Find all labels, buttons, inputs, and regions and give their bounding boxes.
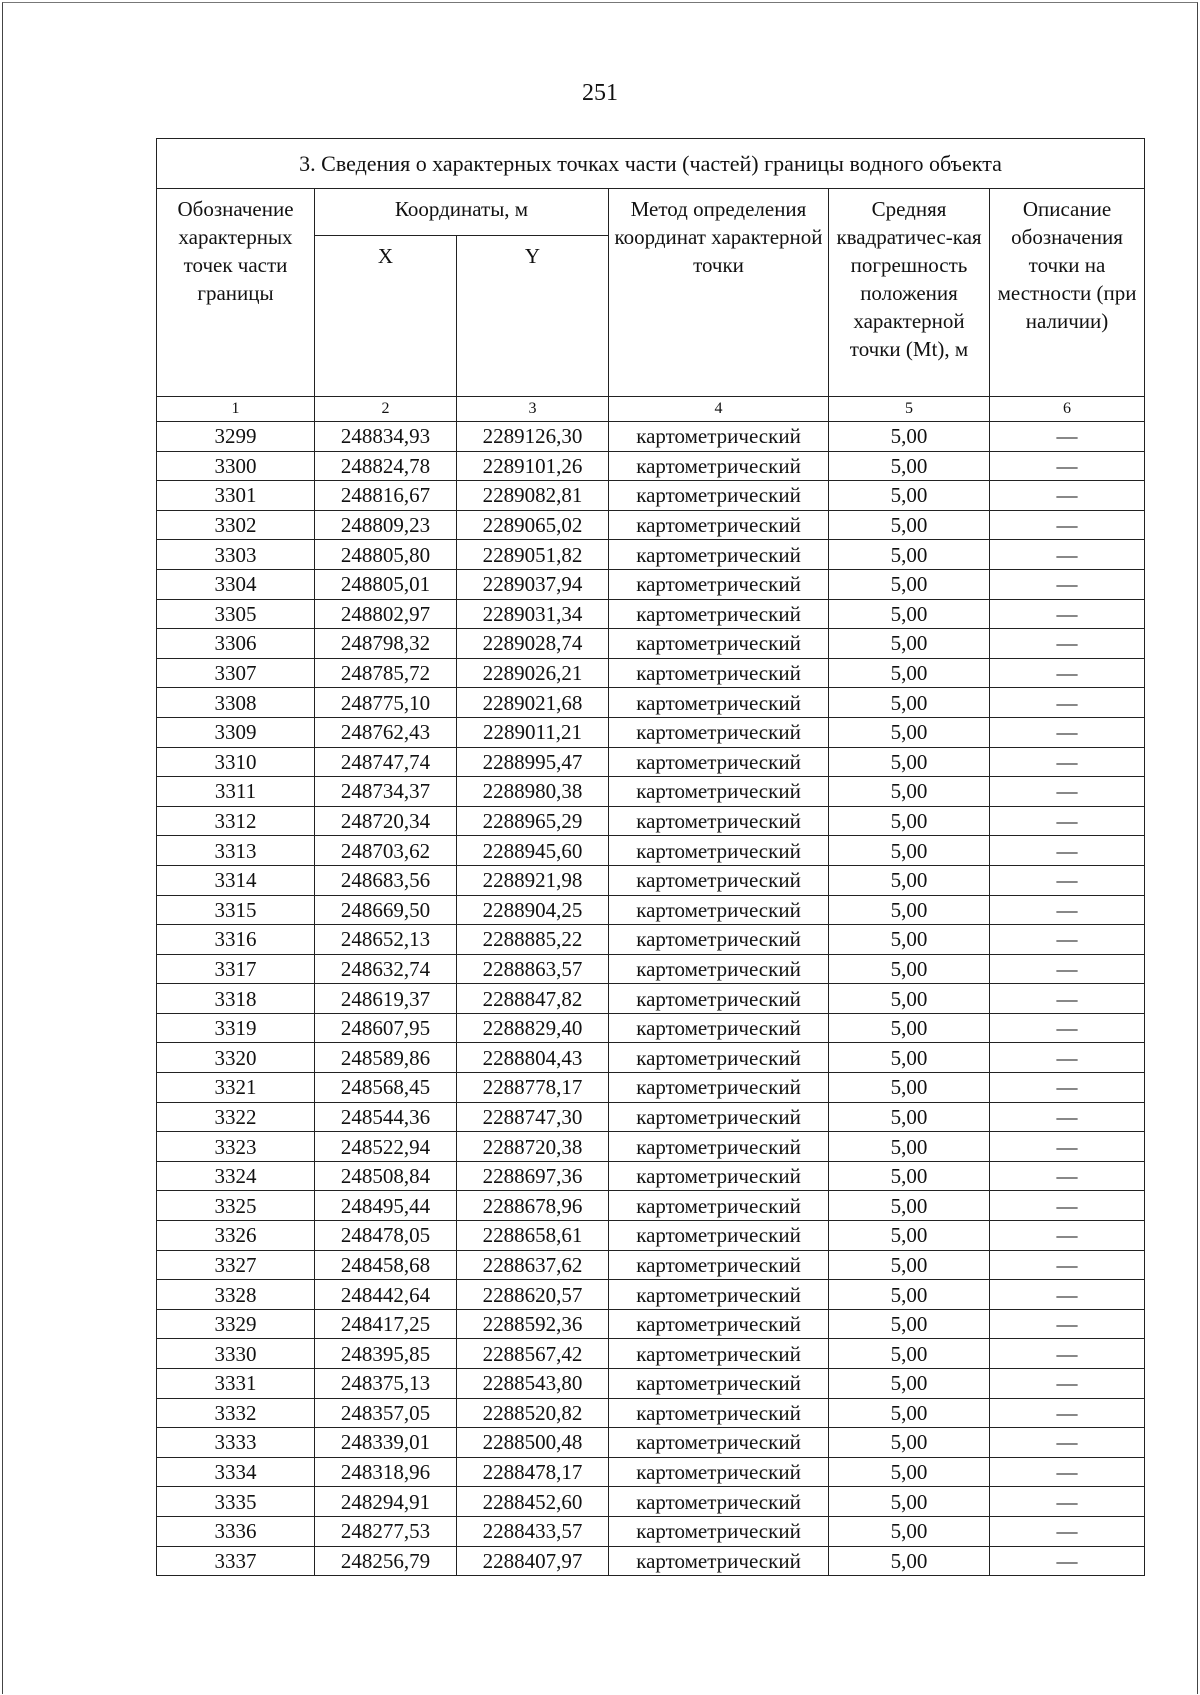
cell-point-id: 3335 — [157, 1487, 315, 1517]
cell-x: 248619,37 — [315, 984, 457, 1014]
cell-method: картометрический — [609, 1161, 829, 1191]
cell-method: картометрический — [609, 806, 829, 836]
cell-y: 2288747,30 — [457, 1102, 609, 1132]
cell-x: 248294,91 — [315, 1487, 457, 1517]
cell-accuracy: 5,00 — [829, 717, 990, 747]
cell-accuracy: 5,00 — [829, 510, 990, 540]
cell-x: 248747,74 — [315, 747, 457, 777]
table-row — [157, 510, 1145, 540]
cell-point-id: 3332 — [157, 1398, 315, 1428]
cell-point-id: 3314 — [157, 865, 315, 895]
cell-accuracy: 5,00 — [829, 629, 990, 659]
cell-point-id: 3318 — [157, 984, 315, 1014]
cell-accuracy: 5,00 — [829, 658, 990, 688]
table-row — [157, 1398, 1145, 1428]
cell-x: 248495,44 — [315, 1191, 457, 1221]
cell-accuracy: 5,00 — [829, 1428, 990, 1458]
cell-method: картометрический — [609, 954, 829, 984]
table-row — [157, 1132, 1145, 1162]
table-row — [157, 1073, 1145, 1103]
cell-method: картометрический — [609, 569, 829, 599]
cell-y: 2288520,82 — [457, 1398, 609, 1428]
cell-y: 2288885,22 — [457, 925, 609, 955]
cell-description: — — [990, 1309, 1145, 1339]
cell-method: картометрический — [609, 510, 829, 540]
cell-x: 248339,01 — [315, 1428, 457, 1458]
cell-x: 248375,13 — [315, 1369, 457, 1399]
cell-accuracy: 5,00 — [829, 688, 990, 718]
cell-point-id: 3300 — [157, 451, 315, 481]
cell-y: 2289082,81 — [457, 481, 609, 511]
column-number: 5 — [829, 397, 990, 422]
cell-y: 2288407,97 — [457, 1546, 609, 1576]
cell-y: 2288847,82 — [457, 984, 609, 1014]
page-number: 251 — [582, 80, 618, 106]
cell-point-id: 3312 — [157, 806, 315, 836]
cell-y: 2288637,62 — [457, 1250, 609, 1280]
cell-description: — — [990, 540, 1145, 570]
cell-point-id: 3301 — [157, 481, 315, 511]
cell-description: — — [990, 510, 1145, 540]
cell-x: 248785,72 — [315, 658, 457, 688]
cell-x: 248703,62 — [315, 836, 457, 866]
cell-point-id: 3322 — [157, 1102, 315, 1132]
cell-method: картометрический — [609, 1516, 829, 1546]
header-description: Описание обозначения точки на местности (при наличии) — [990, 189, 1145, 397]
cell-accuracy: 5,00 — [829, 1309, 990, 1339]
cell-y: 2289101,26 — [457, 451, 609, 481]
table-row — [157, 747, 1145, 777]
cell-x: 248734,37 — [315, 777, 457, 807]
cell-point-id: 3310 — [157, 747, 315, 777]
table-title: 3. Сведения о характерных точках части (частей) границы водного объекта — [157, 139, 1145, 189]
cell-y: 2288697,36 — [457, 1161, 609, 1191]
cell-accuracy: 5,00 — [829, 984, 990, 1014]
table-row — [157, 1280, 1145, 1310]
cell-accuracy: 5,00 — [829, 865, 990, 895]
cell-description: — — [990, 1161, 1145, 1191]
cell-x: 248395,85 — [315, 1339, 457, 1369]
cell-accuracy: 5,00 — [829, 747, 990, 777]
cell-description: — — [990, 1457, 1145, 1487]
cell-x: 248824,78 — [315, 451, 457, 481]
cell-x: 248805,01 — [315, 569, 457, 599]
cell-description: — — [990, 925, 1145, 955]
cell-point-id: 3326 — [157, 1221, 315, 1251]
cell-x: 248816,67 — [315, 481, 457, 511]
header-x: X — [315, 236, 457, 397]
cell-x: 248568,45 — [315, 1073, 457, 1103]
cell-point-id: 3329 — [157, 1309, 315, 1339]
cell-y: 2288500,48 — [457, 1428, 609, 1458]
table-row — [157, 954, 1145, 984]
cell-accuracy: 5,00 — [829, 806, 990, 836]
cell-x: 248277,53 — [315, 1516, 457, 1546]
cell-y: 2289028,74 — [457, 629, 609, 659]
cell-description: — — [990, 747, 1145, 777]
cell-description: — — [990, 1043, 1145, 1073]
cell-y: 2288478,17 — [457, 1457, 609, 1487]
cell-method: картометрический — [609, 895, 829, 925]
cell-description: — — [990, 865, 1145, 895]
cell-description: — — [990, 569, 1145, 599]
cell-description: — — [990, 1398, 1145, 1428]
table-row — [157, 658, 1145, 688]
cell-description: — — [990, 1221, 1145, 1251]
cell-point-id: 3328 — [157, 1280, 315, 1310]
cell-y: 2289031,34 — [457, 599, 609, 629]
cell-point-id: 3313 — [157, 836, 315, 866]
cell-point-id: 3302 — [157, 510, 315, 540]
cell-point-id: 3315 — [157, 895, 315, 925]
cell-description: — — [990, 984, 1145, 1014]
cell-description: — — [990, 777, 1145, 807]
header-coordinates: Координаты, м — [315, 189, 609, 236]
table-row — [157, 1191, 1145, 1221]
cell-accuracy: 5,00 — [829, 1487, 990, 1517]
cell-method: картометрический — [609, 1339, 829, 1369]
cell-point-id: 3321 — [157, 1073, 315, 1103]
table-row — [157, 1339, 1145, 1369]
cell-x: 248720,34 — [315, 806, 457, 836]
table-row — [157, 717, 1145, 747]
cell-point-id: 3333 — [157, 1428, 315, 1458]
cell-accuracy: 5,00 — [829, 599, 990, 629]
cell-accuracy: 5,00 — [829, 1043, 990, 1073]
table-row — [157, 688, 1145, 718]
cell-point-id: 3336 — [157, 1516, 315, 1546]
cell-y: 2289126,30 — [457, 422, 609, 452]
cell-x: 248669,50 — [315, 895, 457, 925]
table-row — [157, 1309, 1145, 1339]
cell-method: картометрический — [609, 925, 829, 955]
cell-x: 248632,74 — [315, 954, 457, 984]
table-row — [157, 1013, 1145, 1043]
table-row — [157, 865, 1145, 895]
cell-method: картометрический — [609, 451, 829, 481]
table-row — [157, 984, 1145, 1014]
cell-y: 2288567,42 — [457, 1339, 609, 1369]
cell-y: 2288452,60 — [457, 1487, 609, 1517]
cell-point-id: 3327 — [157, 1250, 315, 1280]
cell-method: картометрический — [609, 1132, 829, 1162]
cell-point-id: 3324 — [157, 1161, 315, 1191]
table-row — [157, 481, 1145, 511]
table-row — [157, 1043, 1145, 1073]
cell-point-id: 3320 — [157, 1043, 315, 1073]
cell-point-id: 3305 — [157, 599, 315, 629]
cell-method: картометрический — [609, 629, 829, 659]
cell-method: картометрический — [609, 865, 829, 895]
cell-method: картометрический — [609, 422, 829, 452]
cell-method: картометрический — [609, 1043, 829, 1073]
table-row — [157, 777, 1145, 807]
cell-accuracy: 5,00 — [829, 481, 990, 511]
table-row — [157, 1221, 1145, 1251]
cell-x: 248809,23 — [315, 510, 457, 540]
header-point-designation: Обозначение характерных точек части границы — [157, 189, 315, 397]
cell-accuracy: 5,00 — [829, 451, 990, 481]
cell-method: картометрический — [609, 1191, 829, 1221]
cell-y: 2288778,17 — [457, 1073, 609, 1103]
cell-accuracy: 5,00 — [829, 1132, 990, 1162]
cell-accuracy: 5,00 — [829, 1250, 990, 1280]
cell-y: 2288543,80 — [457, 1369, 609, 1399]
cell-method: картометрический — [609, 688, 829, 718]
cell-x: 248458,68 — [315, 1250, 457, 1280]
cell-y: 2289037,94 — [457, 569, 609, 599]
cell-x: 248544,36 — [315, 1102, 457, 1132]
cell-accuracy: 5,00 — [829, 1516, 990, 1546]
cell-point-id: 3337 — [157, 1546, 315, 1576]
cell-description: — — [990, 451, 1145, 481]
cell-method: картометрический — [609, 599, 829, 629]
cell-x: 248762,43 — [315, 717, 457, 747]
cell-y: 2288678,96 — [457, 1191, 609, 1221]
cell-description: — — [990, 717, 1145, 747]
table-row — [157, 1487, 1145, 1517]
header-accuracy: Средняя квадратичес-кая погрешность положения характерной точки (Mt), м — [829, 189, 990, 397]
cell-accuracy: 5,00 — [829, 1191, 990, 1221]
cell-method: картометрический — [609, 1250, 829, 1280]
cell-description: — — [990, 599, 1145, 629]
table-row — [157, 1457, 1145, 1487]
cell-point-id: 3304 — [157, 569, 315, 599]
column-number: 1 — [157, 397, 315, 422]
cell-method: картометрический — [609, 1221, 829, 1251]
table-row — [157, 1369, 1145, 1399]
cell-accuracy: 5,00 — [829, 1546, 990, 1576]
cell-accuracy: 5,00 — [829, 1398, 990, 1428]
cell-method: картометрический — [609, 1013, 829, 1043]
cell-x: 248607,95 — [315, 1013, 457, 1043]
cell-y: 2288995,47 — [457, 747, 609, 777]
cell-x: 248589,86 — [315, 1043, 457, 1073]
cell-description: — — [990, 1516, 1145, 1546]
cell-method: картометрический — [609, 481, 829, 511]
cell-method: картометрический — [609, 1280, 829, 1310]
cell-point-id: 3299 — [157, 422, 315, 452]
table-row — [157, 629, 1145, 659]
cell-point-id: 3306 — [157, 629, 315, 659]
cell-description: — — [990, 1280, 1145, 1310]
cell-x: 248834,93 — [315, 422, 457, 452]
cell-accuracy: 5,00 — [829, 1161, 990, 1191]
cell-description: — — [990, 1073, 1145, 1103]
cell-point-id: 3334 — [157, 1457, 315, 1487]
cell-method: картометрический — [609, 1369, 829, 1399]
cell-accuracy: 5,00 — [829, 836, 990, 866]
cell-description: — — [990, 422, 1145, 452]
cell-accuracy: 5,00 — [829, 422, 990, 452]
cell-description: — — [990, 629, 1145, 659]
cell-description: — — [990, 1487, 1145, 1517]
header-method: Метод определения координат характерной точки — [609, 189, 829, 397]
cell-accuracy: 5,00 — [829, 1102, 990, 1132]
cell-accuracy: 5,00 — [829, 777, 990, 807]
cell-y: 2289051,82 — [457, 540, 609, 570]
cell-accuracy: 5,00 — [829, 1369, 990, 1399]
cell-description: — — [990, 1102, 1145, 1132]
cell-method: картометрический — [609, 1457, 829, 1487]
cell-x: 248508,84 — [315, 1161, 457, 1191]
cell-description: — — [990, 954, 1145, 984]
cell-point-id: 3311 — [157, 777, 315, 807]
cell-x: 248775,10 — [315, 688, 457, 718]
cell-accuracy: 5,00 — [829, 569, 990, 599]
cell-x: 248798,32 — [315, 629, 457, 659]
cell-accuracy: 5,00 — [829, 1073, 990, 1103]
cell-point-id: 3323 — [157, 1132, 315, 1162]
cell-method: картометрический — [609, 984, 829, 1014]
cell-y: 2288980,38 — [457, 777, 609, 807]
table-row — [157, 540, 1145, 570]
cell-method: картометрический — [609, 717, 829, 747]
cell-accuracy: 5,00 — [829, 1013, 990, 1043]
table-row — [157, 599, 1145, 629]
cell-method: картометрический — [609, 747, 829, 777]
column-number: 4 — [609, 397, 829, 422]
cell-x: 248417,25 — [315, 1309, 457, 1339]
cell-y: 2289065,02 — [457, 510, 609, 540]
cell-accuracy: 5,00 — [829, 1221, 990, 1251]
cell-method: картометрический — [609, 540, 829, 570]
table-row — [157, 422, 1145, 452]
cell-description: — — [990, 1428, 1145, 1458]
cell-point-id: 3303 — [157, 540, 315, 570]
table-row — [157, 836, 1145, 866]
cell-x: 248683,56 — [315, 865, 457, 895]
cell-description: — — [990, 895, 1145, 925]
cell-accuracy: 5,00 — [829, 925, 990, 955]
cell-y: 2288433,57 — [457, 1516, 609, 1546]
cell-y: 2288620,57 — [457, 1280, 609, 1310]
table-row — [157, 1546, 1145, 1576]
cell-y: 2288829,40 — [457, 1013, 609, 1043]
cell-y: 2288863,57 — [457, 954, 609, 984]
cell-x: 248805,80 — [315, 540, 457, 570]
cell-point-id: 3331 — [157, 1369, 315, 1399]
table-row — [157, 451, 1145, 481]
cell-method: картометрический — [609, 1487, 829, 1517]
cell-description: — — [990, 806, 1145, 836]
cell-accuracy: 5,00 — [829, 954, 990, 984]
cell-y: 2288904,25 — [457, 895, 609, 925]
cell-x: 248478,05 — [315, 1221, 457, 1251]
column-number-row — [157, 397, 1145, 422]
cell-method: картометрический — [609, 1073, 829, 1103]
cell-point-id: 3325 — [157, 1191, 315, 1221]
cell-accuracy: 5,00 — [829, 1280, 990, 1310]
cell-method: картометрический — [609, 836, 829, 866]
table-row — [157, 895, 1145, 925]
cell-accuracy: 5,00 — [829, 895, 990, 925]
cell-x: 248652,13 — [315, 925, 457, 955]
cell-method: картометрический — [609, 1546, 829, 1576]
table-row — [157, 806, 1145, 836]
cell-y: 2288965,29 — [457, 806, 609, 836]
cell-description: — — [990, 1546, 1145, 1576]
cell-y: 2288592,36 — [457, 1309, 609, 1339]
table-row — [157, 569, 1145, 599]
cell-description: — — [990, 658, 1145, 688]
cell-y: 2288945,60 — [457, 836, 609, 866]
cell-method: картометрический — [609, 777, 829, 807]
cell-point-id: 3308 — [157, 688, 315, 718]
cell-x: 248802,97 — [315, 599, 457, 629]
column-number: 2 — [315, 397, 457, 422]
column-number: 6 — [990, 397, 1145, 422]
table-row — [157, 925, 1145, 955]
table-row — [157, 1516, 1145, 1546]
cell-y: 2289011,21 — [457, 717, 609, 747]
cell-x: 248256,79 — [315, 1546, 457, 1576]
cell-accuracy: 5,00 — [829, 540, 990, 570]
cell-description: — — [990, 1191, 1145, 1221]
cell-x: 248357,05 — [315, 1398, 457, 1428]
cell-x: 248522,94 — [315, 1132, 457, 1162]
cell-y: 2288804,43 — [457, 1043, 609, 1073]
cell-point-id: 3330 — [157, 1339, 315, 1369]
cell-description: — — [990, 1369, 1145, 1399]
cell-description: — — [990, 1013, 1145, 1043]
cell-y: 2289021,68 — [457, 688, 609, 718]
cell-description: — — [990, 688, 1145, 718]
cell-point-id: 3316 — [157, 925, 315, 955]
table-row — [157, 1102, 1145, 1132]
cell-description: — — [990, 1132, 1145, 1162]
cell-accuracy: 5,00 — [829, 1339, 990, 1369]
column-number: 3 — [457, 397, 609, 422]
header-y: Y — [457, 236, 609, 397]
cell-point-id: 3307 — [157, 658, 315, 688]
cell-x: 248442,64 — [315, 1280, 457, 1310]
coordinates-table — [156, 138, 1145, 1576]
cell-description: — — [990, 836, 1145, 866]
cell-y: 2288720,38 — [457, 1132, 609, 1162]
cell-description: — — [990, 1250, 1145, 1280]
cell-description: — — [990, 1339, 1145, 1369]
cell-method: картометрический — [609, 1398, 829, 1428]
table-row — [157, 1250, 1145, 1280]
cell-y: 2288658,61 — [457, 1221, 609, 1251]
cell-method: картометрический — [609, 1428, 829, 1458]
cell-accuracy: 5,00 — [829, 1457, 990, 1487]
cell-description: — — [990, 481, 1145, 511]
cell-point-id: 3317 — [157, 954, 315, 984]
cell-point-id: 3309 — [157, 717, 315, 747]
cell-method: картометрический — [609, 658, 829, 688]
cell-method: картометрический — [609, 1309, 829, 1339]
cell-y: 2288921,98 — [457, 865, 609, 895]
table-row — [157, 1428, 1145, 1458]
cell-method: картометрический — [609, 1102, 829, 1132]
cell-x: 248318,96 — [315, 1457, 457, 1487]
cell-y: 2289026,21 — [457, 658, 609, 688]
table-row — [157, 1161, 1145, 1191]
cell-point-id: 3319 — [157, 1013, 315, 1043]
